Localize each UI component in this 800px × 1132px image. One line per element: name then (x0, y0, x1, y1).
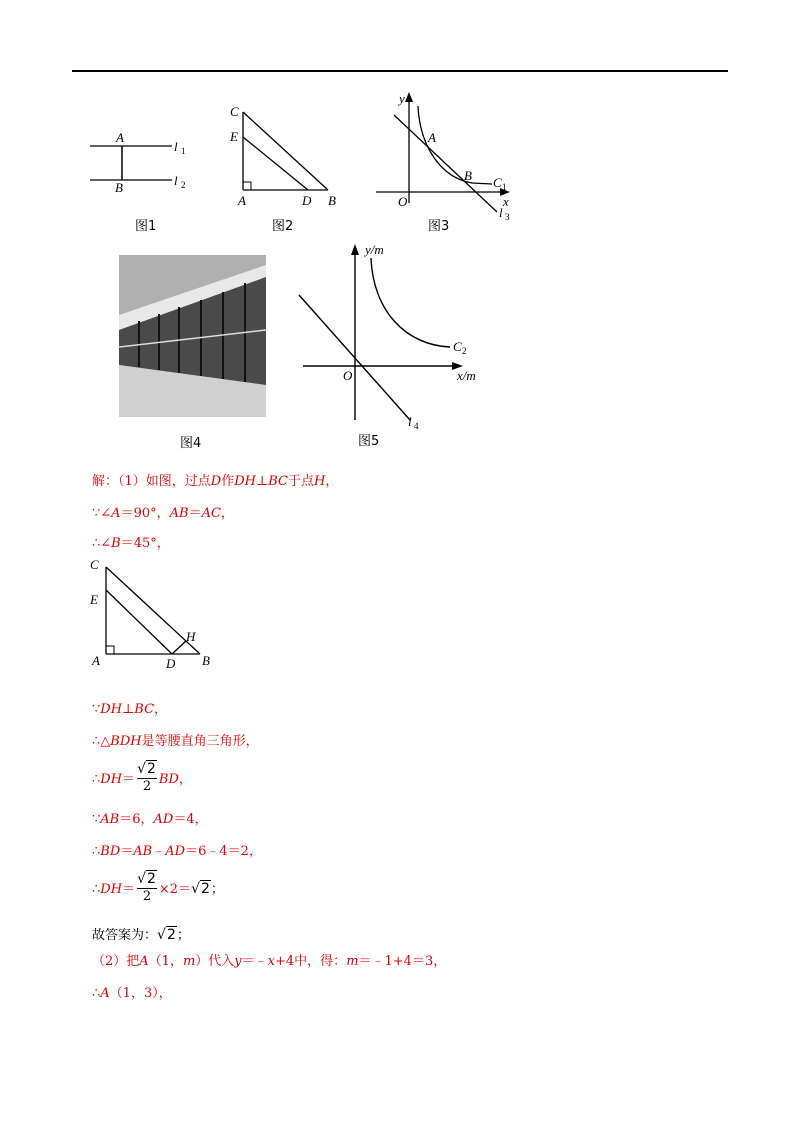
fig2-caption: 图2 (272, 219, 294, 234)
fig5-label-l4-sub: 4 (414, 421, 419, 431)
fig2-label-c: C (230, 104, 239, 119)
fig1-label-b: B (115, 180, 123, 195)
fig5-label-o: O (343, 368, 353, 383)
fig5-label-c2-sub: 2 (462, 346, 467, 356)
solution-line-5: ∴△BDH是等腰直角三角形， (92, 734, 259, 749)
fig4-caption: 图4 (180, 436, 202, 451)
fig6-label-c: C (90, 557, 99, 572)
fig5-label-x: x/m (457, 368, 476, 383)
fig3-label-c1: C (493, 175, 502, 190)
fig2-label-d: D (302, 193, 312, 208)
figure-1 (90, 125, 200, 195)
fig5-label-l4: l (408, 414, 412, 429)
fig5-label-y: y/m (365, 242, 384, 257)
bridge-photo (119, 255, 266, 417)
fig3-label-y: y (399, 91, 405, 106)
fig6-label-d: D (166, 656, 176, 671)
solution-line-8: ∴BD＝AB﹣AD＝6﹣4＝2， (92, 844, 262, 859)
figure-3 (372, 88, 517, 223)
fig3-label-l3: l (499, 205, 503, 220)
fig1-label-l2-sub: 2 (181, 180, 186, 190)
fig1-label-l2: l (174, 173, 178, 188)
fig1-caption: 图1 (135, 219, 157, 234)
fraction-sqrt2-over-2-b: $\frac{√2}{2}$ (137, 871, 156, 904)
fig3-label-x: x (503, 194, 509, 209)
answer-sqrt-2: √2 (157, 927, 176, 943)
fig3-caption: 图3 (428, 219, 450, 234)
solution-line-7: ∵AB＝6，AD＝4， (92, 812, 208, 827)
answer-line: 故答案为：√2； (92, 927, 190, 943)
solution-line-3: ∴∠B＝45°， (92, 536, 170, 551)
fig3-label-l3-sub: 3 (505, 212, 510, 222)
fig1-label-a: A (116, 130, 124, 145)
fig6-label-a: A (92, 653, 100, 668)
fig2-label-a: A (238, 193, 246, 208)
fig3-label-a: A (428, 130, 436, 145)
solution-line-4: ∵DH⊥BC， (92, 702, 168, 717)
fig6-label-h: H (186, 629, 196, 644)
solution-line-2: ∵∠A＝90°，AB＝AC， (92, 506, 234, 521)
fig6-label-e: E (90, 592, 98, 607)
fig5-caption: 图5 (358, 434, 380, 449)
fig1-label-l1-sub: 1 (181, 146, 186, 156)
fraction-sqrt2-over-2: $\frac{√2}{2}$ (137, 761, 156, 794)
header-rule (72, 70, 728, 72)
solution-line-9: ∴DH＝ $\frac{√2}{2}$ ×2＝√2； (92, 871, 224, 904)
fig1-label-l1: l (174, 139, 178, 154)
fig3-label-c1-sub: 1 (502, 182, 507, 192)
fig3-label-o: O (398, 194, 408, 209)
fig5-label-c2: C (453, 339, 462, 354)
fig2-label-b: B (328, 193, 336, 208)
fig2-label-e: E (230, 129, 238, 144)
fig6-label-b: B (202, 653, 210, 668)
fig3-label-b: B (464, 168, 472, 183)
solution-line-11: （2）把A（1，m）代入y＝﹣x+4中，得：m＝﹣1+4＝3， (92, 954, 447, 969)
solution-figure (86, 555, 221, 670)
figure-5 (295, 240, 495, 435)
solution-line-12: ∴A（1，3）， (92, 986, 172, 1001)
figure-2 (228, 102, 348, 212)
solution-line-6: ∴DH＝ $\frac{√2}{2}$ BD， (92, 761, 192, 794)
solution-line-1: 解：（1）如图，过点D作DH⊥BC于点H， (92, 474, 339, 489)
sqrt-2: √2 (191, 881, 210, 897)
